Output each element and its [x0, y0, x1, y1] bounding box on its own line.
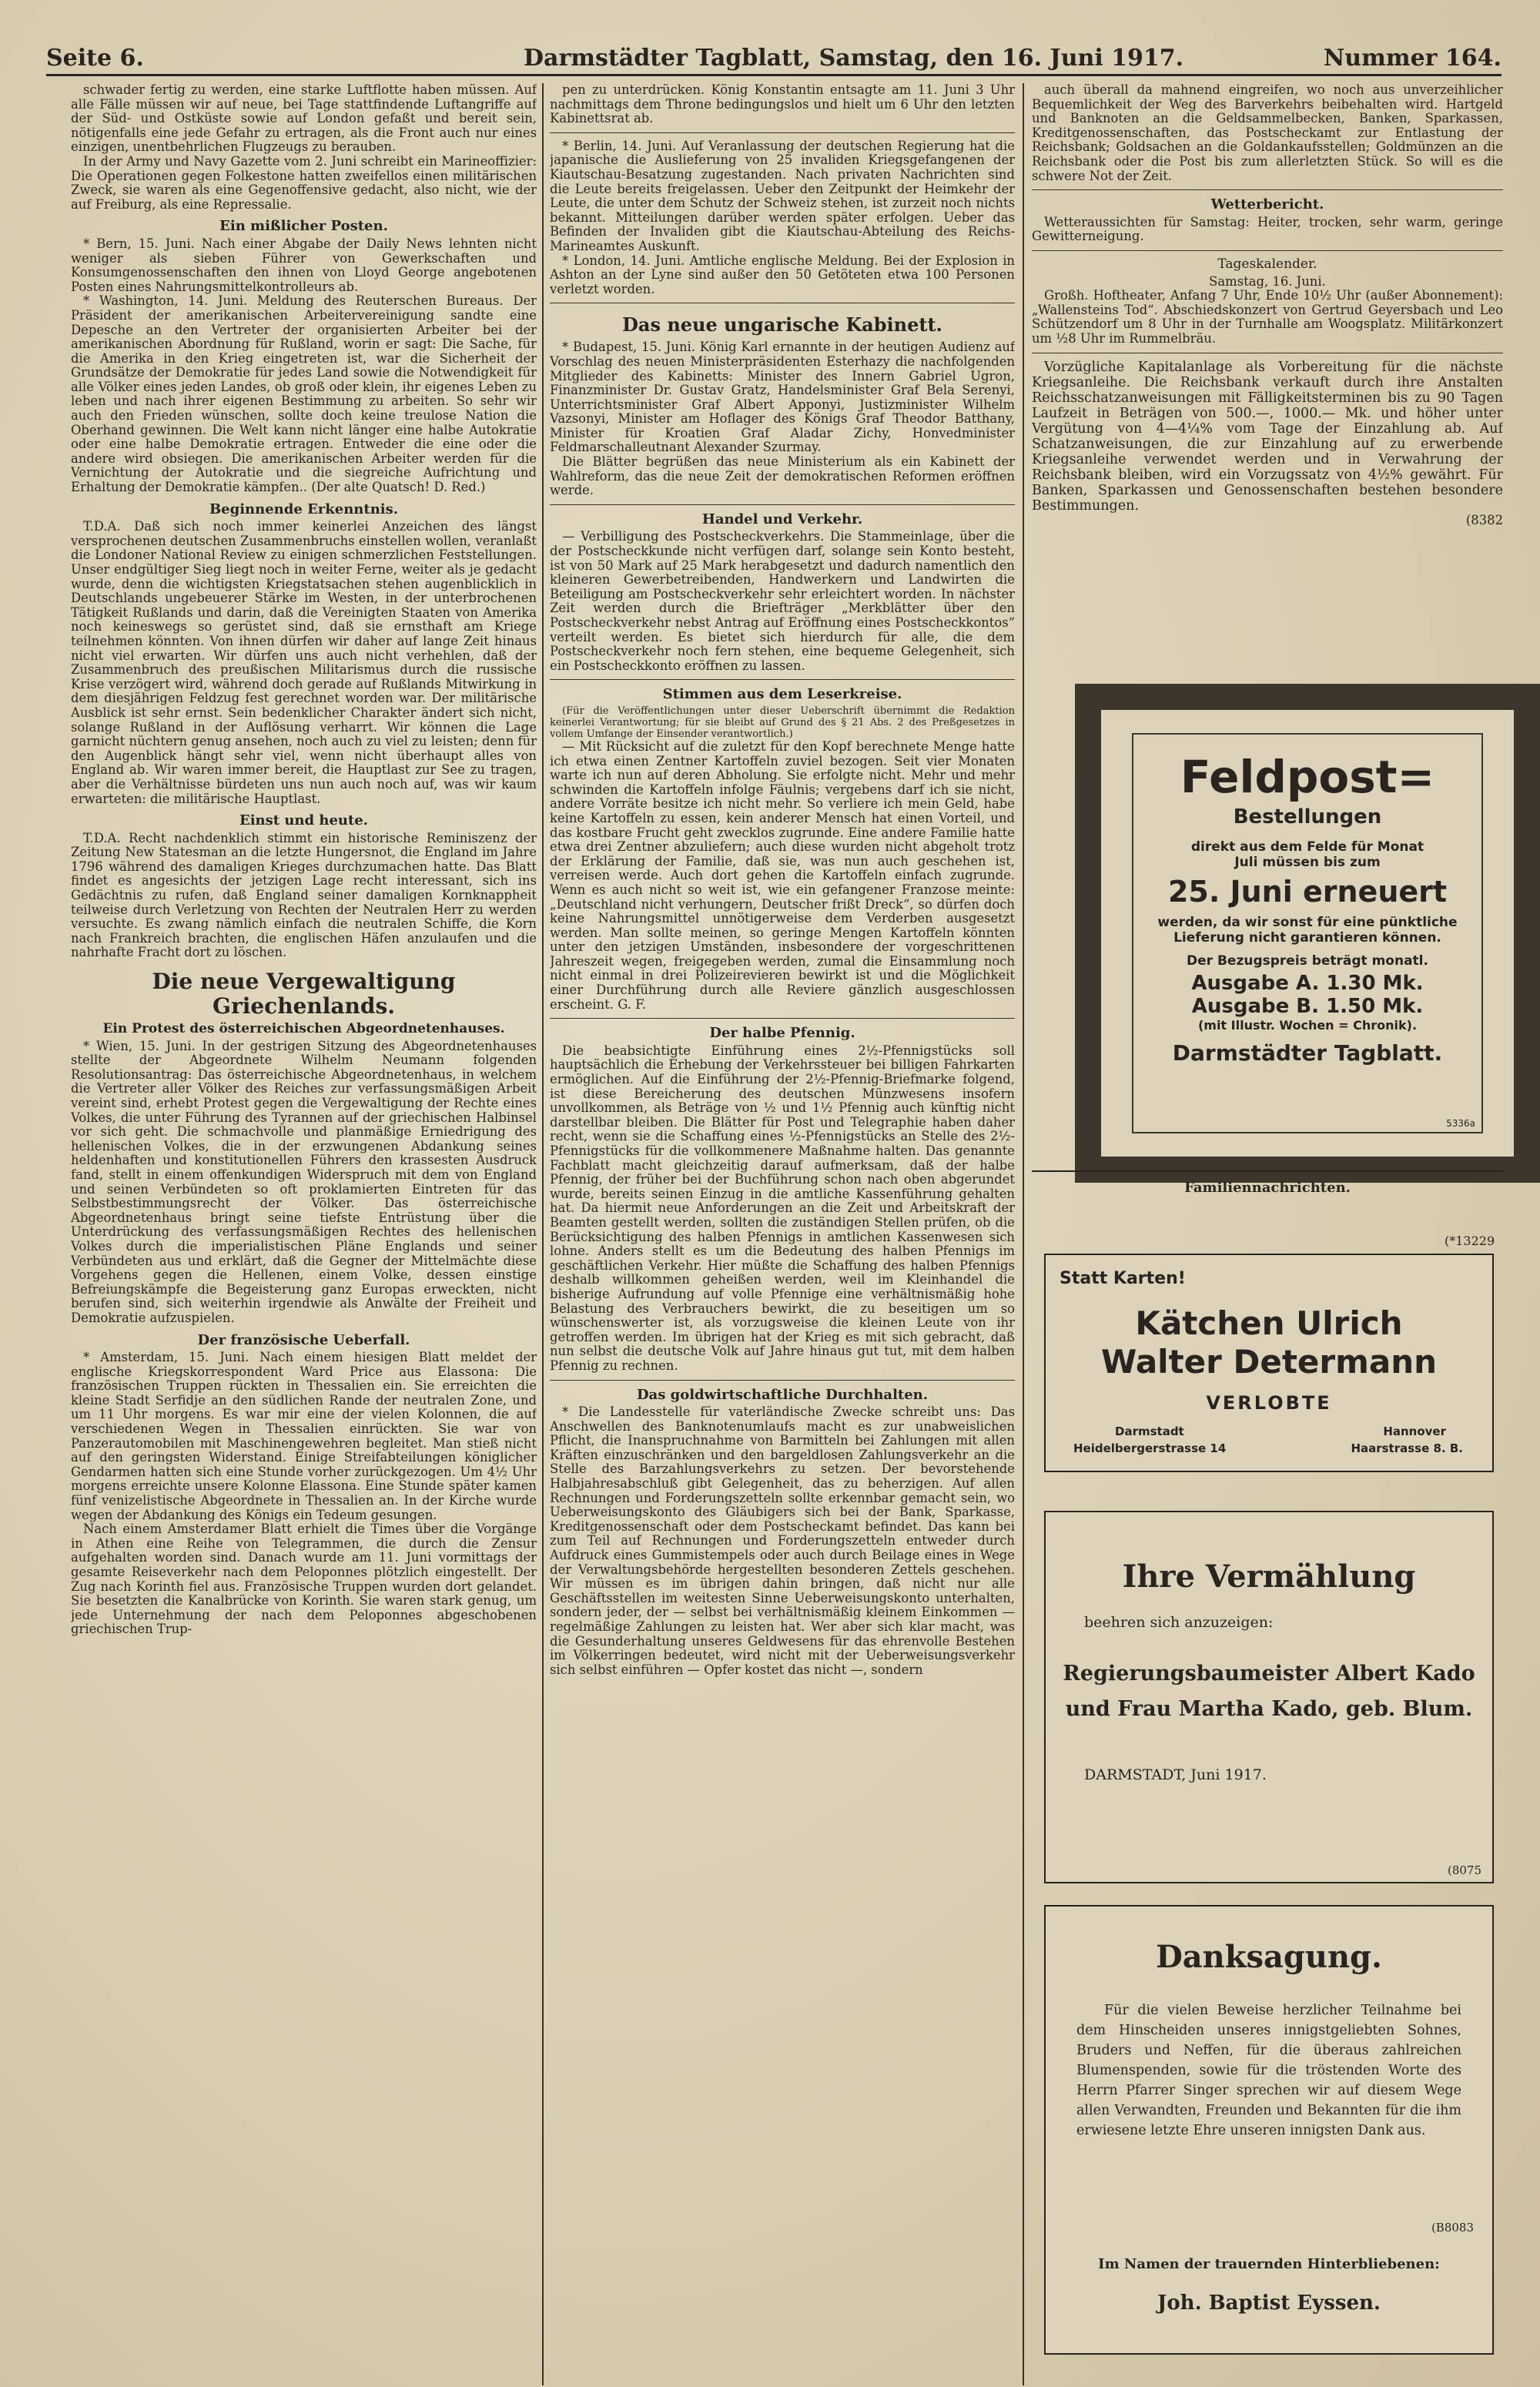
article-text: T.D.A. Daß sich noch immer keinerlei Anzeichen des längst versprochenen deutschen Zusammenbruchs einstellen wollen, veranlaßt die Londoner National Review zu einigen schmerzlichen Feststellungen. Unser endgültiger Sieg liegt noch in weiter Ferne, weiter als je gedacht wurde, denn die wichtigsten Kriegstatsachen stehen augenblicklich in Deutschlands ungebeuerer Stärke im Westen, in der unterbrochenen Tätigkeit Rußlands und darin, daß die Vereinigten Staaten von Amerika noch keineswegs so gerüstet sind, daß sie ernsthaft am Kriege teilnehmen könnten. Von ihnen dürfen wir daher auf lange Zeit hinaus nicht viel erwarten. Wir dürfen uns auch nicht verhehlen, daß der Zusammenbruch des preußischen Militarismus durch die russische Krise verzögert wird, während doch gerade auf Rußlands Mitwirkung in dem diesjährigen Feldzug fest gerechnet worden war. Der militärische Ausblick ist sehr ernst. Sein bedenklicher Charakter ändert sich nicht, solange Rußland in der Auflösung verharrt. Wir können die Lage garnicht nüchtern genug ansehen, noch auch zu viel zu leisten; denn für den Augenblick hängt sehr viel, wenn nicht überhaupt alles von England ab. Wir waren immer bereit, die Hauptlast zur See zu tragen, aber die Verhältnisse bürdeten uns nun auch noch auf, was wir kaum erwarteten: die militärische Hauptlast. — [71, 519, 537, 806]
thanks-ad — [1044, 1905, 1494, 2355]
feldpost-subtitle: Bestellungen — [1233, 805, 1382, 829]
engagement-verlobte: VERLOBTE — [1206, 1392, 1332, 1414]
engagement-address: Heidelbergerstrasse 14 — [1073, 1441, 1227, 1455]
thanks-text: Für die vielen Beweise herzlicher Teilnahme bei dem Hinscheiden unseres innigstgeliebten Sohnes, Bruders und Neffen, für die überaus zahlreichen Blumenspenden, sowie für die tröstenden Worte des Herrn Pfarrer Singer sprechen wir auf diesem Wege allen Verwandten, Freunden und Bekannten für die ihm erwiesene letzte Ehre unseren innigsten Dank aus. — [1076, 2003, 1461, 2138]
article-headline: Das neue ungarische Kabinett. — [622, 313, 942, 336]
family-heading: Familiennachrichten. — [1184, 1180, 1351, 1196]
wedding-name: Regierungsbaumeister Albert Kado — [1063, 1662, 1475, 1686]
divider — [550, 679, 1015, 680]
ad-code: 5336a — [1446, 1118, 1475, 1129]
engagement-name: Kätchen Ulrich — [1135, 1304, 1403, 1342]
article-text: * Bern, 15. Juni. Nach einer Abgabe der Daily News lehnten nicht weniger als sieben Führer von Gewerkschaften und Konsumgenossenschaften den ihnen von Lloyd George angebotenen Posten eines Nahrungsmittelkontrolleurs ab. — [71, 236, 537, 294]
wedding-name: und Frau Martha Kado, geb. Blum. — [1065, 1697, 1473, 1721]
column-1 — [71, 83, 537, 2378]
editorial-note: (Für die Veröffentlichungen unter dieser Ueberschrift übernimmt die Redaktion keinerlei Verantwortung; für sie bleibt auf Grund des § 21 Abs. 2 des Preßgesetzes in vollem Umfange der Einsender verantwortlich.) — [550, 705, 1015, 740]
divider — [1032, 189, 1503, 190]
wedding-title: Ihre Vermählung — [1122, 1558, 1416, 1595]
feldpost-line: Der Bezugspreis beträgt monatl. — [1187, 953, 1428, 969]
feldpost-title: Feldpost= — [1180, 751, 1435, 803]
article-text: Die Blätter begrüßen das neue Ministerium als ein Kabinett der Wahlreform, das die neue Zeit der demokratischen Reformen eröffnen werde. — [550, 454, 1015, 498]
article-heading: Ein mißlicher Posten. — [219, 218, 388, 235]
wedding-place: DARMSTADT, Juni 1917. — [1084, 1766, 1267, 1783]
weather-text: Wetteraussichten für Samstag: Heiter, trocken, sehr warm, geringe Gewitterneigung. — [1032, 214, 1503, 244]
article-text: * Wien, 15. Juni. In der gestrigen Sitzung des Abgeordnetenhauses stellte der Abgeordnete Wilhelm Neumann folgenden Resolutionsantrag: Das österreichische Abgeordnetenhaus, in welchem die Vertreter aller Völker des Reiches zur verfassungsmäßigen Arbeit vereint sind, erhebt Protest gegen die Vergewaltigung der Rechte eines Volkes, die unter Führung des Tyrannen auf der griechischen Halbinsel vor sich geht. Die schmachvolle und planmäßige Erniedrigung des hellenischen Volkes, die in der erzwungenen Abdankung seines heldenhaften und konstitutionellen Führers den krassesten Ausdruck fand, stellt in einem offenkundigen Widerspruch mit dem von England und seinen Verbündeten so oft proklamierten Eintreten für das Selbstbestimmungsrecht der Völker. Das österreichische Abgeordnetenhaus bringt seine tiefste Entrüstung über die Unterdrückung des verfassungsmäßigen Rechtes des hellenischen Volkes durch die imperialistischen Pläne Englands und seiner Verbündeten aus und erklärt, daß die Gegner der Mittelmächte diese Vorgehens gegen die Hellenen, einem Volke, dessen einstige Befreiungskämpfe die Begeisterung ganz Europas erweckten, nicht berufen sind, sich weiterhin irgendwie als Anwälte der Freiheit und Demokratie aufzuspielen. — [71, 1038, 537, 1325]
divider — [550, 504, 1015, 505]
family-section — [1032, 1170, 1503, 1199]
article-text: — Mit Rücksicht auf die zuletzt für den Kopf berechnete Menge hatte ich etwa einen Zentner Kartoffeln zuviel bezogen. Seit vier Monaten warte ich nun auf deren Abholung. Sie erfolgte nicht. Mehr und mehr schwinden die Kartoffeln infolge Fäulnis; vergebens darf ich sie nicht, andere Vorräte besitze ich nicht mehr. So verliere ich mein Geld, habe keine Kartoffeln zu essen, kein anderer Mensch hat einen Vorteil, und das kostbare Frucht geht zwecklos zugrunde. Eine andere Familie hatte etwa drei Zentner abzuliefern; auch diese wurden nicht abgeholt trotz der Erklärung der Familie, daß sie, was nun auch geschehen ist, verreisen werde. Auch dort gehen die Kartoffeln einfach zugrunde. Wenn es auch nicht so weit ist, wie ein gefangener Franzose meinte: „Deutschland nicht verhungern, Deutscher frißt Dreck“, so dürfen doch keine Nahrungsmittel unnötigerweise dem Verderben ausgesetzt werden. Man sollte meinen, so geringe Mengen Kartoffeln könnten unter den jetzigen Umständen, insbesondere der vorgeschrittenen Jahreszeit wegen, freigegeben werden, zumal die Einsammlung noch nicht einmal in drei Polizeirevieren bewirkt ist und die Möglichkeit einer Durchführung durch alle Reviere gänzlich ausgeschlossen erscheint. G. F. — [550, 738, 1015, 1012]
calendar-heading: Tageskalender. — [1217, 256, 1317, 272]
section-heading: Handel und Verkehr. — [701, 511, 863, 527]
column-rule — [1023, 83, 1024, 2385]
capital-investment-ad: Vorzügliche Kapitalanlage als Vorbereitung für die nächste Kriegsanleihe. Die Reichsbank verkauft durch ihre Anstalten Reichsschatzanweisungen mit Fälligkeitsterminen bis zu 90 Tagen Laufzeit in Beträgen von 500.—, 1000.— Mk. und höher unter Vergütung von 4—4¼% vom Tage der Einzahlung ab. Auf Schatzanweisungen, die zur Einzahlung auf zu erwerbende Kriegsanleihe verwendet werden und in Verwahrung der Reichsbank bleiben, wird ein Vorzugssatz von 4½% gewährt. Für Banken, Sparkassen und Genossenschaften bestehen besondere Bestimmungen. — [1032, 359, 1503, 514]
article-text: * Amsterdam, 15. Juni. Nach einem hiesigen Blatt meldet der englische Kriegskorrespondent Ward Price aus Elassona: Die französischen Truppen rückten in Thessalien ein. Sie erreichten die kleine Stadt Serfidje an den südlichen Rande der neutralen Zone, und um 11 Uhr morgens. Es war mir eine der vielen Kolonnen, die auf verschiedenen Wegen in Thessalien einrückten. Sie war von Panzerautomobilen mit Maschinengewehren begleitet. Man stieß nicht auf den geringsten Widerstand. Einige Streifabteilungen königlicher Gendarmen hatten sich eine Stunde vorher zurückgezogen. Um 4½ Uhr morgens erreichte unsere Kolonne Elassona. Eine Stunde später kamen fünf venizelistische Abgeordnete in Thessalien an. In der Kirche wurde wegen der Abdankung des Königs ein Tedeum gesungen. — [71, 1350, 537, 1522]
article-text: * Washington, 14. Juni. Meldung des Reuterschen Bureaus. Der Präsident der amerikanischen Arbeitervereinigung sandte eine Depesche an den Vertreter der organisierten Arbeiter bei der amerikanischen Abordnung für Rußland, worin er sagt: Die Sache, für die Amerika in den Krieg eingetreten ist, war die Sicherheit der Grundsätze der Demokratie für jedes Land sowie die Notwendigkeit für alle Völker eines jeden Landes, ob groß oder klein, ihr eigenes Leben zu leben und nach ihrer eigenen Bestimmung zu arbeiten. So sehr wir auch den Frieden wünschen, sollte doch keine treulose Nation die Oberhand gewinnen. Die Welt kann nicht länger eine halbe Autokratie oder eine halbe Demokratie ertragen. Entweder die eine oder die andere wird obsiegen. Die amerikanischen Arbeiter werden für die Vernichtung der Autokratie und die siegreiche Aufrichtung und Erhaltung der Demokratie kämpfen.. (Der alte Quatsch! D. Red.) — [71, 293, 537, 495]
page-header — [46, 40, 1502, 76]
article-heading: Einst und heute. — [239, 812, 369, 829]
article-text: — Verbilligung des Postscheckverkehrs. Die Stammeinlage, über die der Postscheckkunde nicht verfügen darf, solange sein Konto besteht, ist von 50 Mark auf 25 Mark herabgesetzt und dadurch namentlich den kleineren Gewerbetreibenden, Handwerkern und Landwirten die Beteiligung am Postscheckverkehr sehr erleichtert worden. In nächster Zeit werden durch die Briefträger „Merkblätter über den Postscheckverkehr nebst Antrag auf Eröffnung eines Postscheckkontos“ verteilt werden. Es bietet sich hierdurch für alle, die dem Postscheckverkehr noch fern stehen, eine bequeme Gelegenheit, sich ein Postscheckkonto eröffnen zu lassen. — [550, 529, 1015, 673]
article-text: schwader fertig zu werden, eine starke Luftflotte haben müssen. Auf alle Fälle müssen wir auf neue, bei Tage stattfindende Luftangriffe auf der Süd- und Ostküste sowie auf London gefaßt und bereit sein, nötigenfalls eine jede Gefahr zu ertragen, als die Front auch nur eines einzigen, unentbehrlichen Flugzeugs zu berauben. — [71, 83, 537, 155]
article-heading: Das goldwirtschaftliche Durchhalten. — [636, 1386, 929, 1403]
divider — [550, 1018, 1015, 1019]
ad-code: (8075 — [1447, 1863, 1481, 1877]
engagement-ad — [1044, 1254, 1494, 1472]
article-text: * Berlin, 14. Juni. Auf Veranlassung der deutschen Regierung hat die japanische die Auslieferung von 25 invaliden Kriegsgefangenen der Kiautschau-Besatzung zugestanden. Nach privaten Nachrichten sind die Leute bereits freigelassen. Ueber den Zeitpunkt der Heimkehr der Leute, die unter dem Schutz der Schweiz stehen, ist zurzeit noch nichts bekannt. Mitteilungen darüber werden später erfolgen. Ueber das Befinden der Invaliden gibt die Kiautschau-Abteilung des Reichs-Marineamtes Auskunft. — [550, 138, 1015, 253]
article-headline: Die neue Vergewaltigung Griechenlands. — [152, 969, 456, 1019]
article-text: T.D.A. Recht nachdenklich stimmt ein historische Reminiszenz der Zeitung New Statesman an die letzte Hungersnot, die England im Jahre 1796 während des damaligen Krieges durchzumachen hatte. Das Blatt findet es angesichts der jetzigen Lage recht interessant, sich ins Gedächtnis zu rufen, daß England seiner damaligen Kornknappheit teilweise durch Verletzung von Rechten der Neutralen Herr zu werden versuchte. Es zwang nämlich einfach die neutralen Schiffe, die Korn nach Frankreich brachten, die englischen Häfen anzulaufen und die nahrhafte Fracht dort zu löschen. — [71, 830, 537, 960]
feldpost-deadline: 25. Juni erneuert — [1167, 875, 1448, 909]
article-text: pen zu unterdrücken. König Konstantin entsagte am 11. Juni 3 Uhr nachmittags dem Throne bedingungslos und hielt um 6 Uhr den letzten Kabinettsrat ab. — [550, 83, 1015, 126]
wedding-ad — [1044, 1511, 1494, 1883]
feldpost-line: direkt aus dem Felde für Monat — [1190, 839, 1424, 855]
thanks-signoff: Im Namen der trauernden Hinterbliebenen: — [1098, 2256, 1440, 2272]
feldpost-brand: Darmstädter Tagblatt. — [1172, 1040, 1443, 1066]
feldpost-line: werden, da wir sonst für eine pünktliche Lieferung nicht garantieren können. — [1157, 915, 1458, 946]
feldpost-ad — [1075, 684, 1540, 1183]
engagement-address: Haarstrasse 8. B. — [1351, 1441, 1463, 1455]
ad-code: (B8083 — [1431, 2221, 1474, 2235]
engagement-label: Statt Karten! — [1060, 1269, 1186, 1288]
issue-number: Nummer 164. — [1323, 45, 1502, 72]
article-text: In der Army und Navy Gazette vom 2. Juni schreibt ein Marineoffizier: Die Operationen gegen Folkestone hatten zweifellos einen militärischen Zweck, sie waren als eine Gegenoffensive gedacht, also nicht, wie der auf Freiburg, als eine Repressalie. — [71, 153, 537, 212]
feldpost-price-a: Ausgabe A. 1.30 Mk. — [1191, 972, 1424, 995]
divider — [550, 1380, 1015, 1381]
article-text: Die beabsichtigte Einführung eines 2½-Pfennigstücks soll hauptsächlich die Erhebung der Verkehrssteuer bei billigen Fahrkarten ermöglichen. Auf die Einführung der 2½-Pfennig-Briefmarke folgend, ist diese Bereicherung des deutschen Münzwesens insofern unvollkommen, als Beträge von ½ und 1½ Pfennig auch künftig nicht darstellbar bleiben. Die Blätter für Post und Telegraphie haben daher recht, wenn sie die Schaffung eines ½-Pfennigstücks an Stelle des 2½-Pfennigstücks für die vollkommenere Maßnahme halten. Das genannte Fachblatt macht gleichzeitig darauf aufmerksam, daß der halbe Pfennig, der früher bei der Buchführung schon nach oben abgerundet wurde, bereits seinen Einzug in die amtliche Kassenführung gehalten hat. Da hiermit neue Anforderungen an die Zeit und Arbeitskraft der Beamten gestellt werden, sollten die zuständigen Stellen prüfen, ob die Berücksichtigung des halben Pfennigs in amtlichen Kassenwesen sich lohne. Anders stellt es um die Bedeutung des halben Pfennigs im geschäftlichen Verkehr. Hier müßte die Schaffung des halben Pfennigs deshalb willkommen geheißen werden, weil im Kleinhandel die bisherige Aufrundung auf volle Pfennige eine verhältnismäßig hohe Belastung des Verbrauchers bewirkt, die zu beseitigen um so wünschenswerter ist, als vorzugsweise die kleinen Leute von ihr getroffen werden. Im übrigen hat der Krieg es mit sich gebracht, daß nun selbst die deutsche Volk auf Jahre hinaus gut tut, mit dem halben Pfennig zu rechnen. — [550, 1043, 1015, 1373]
engagement-name: Walter Determann — [1101, 1343, 1437, 1381]
feldpost-price-b: Ausgabe B. 1.50 Mk. — [1191, 995, 1424, 1018]
masthead-line: Darmstädter Tagblatt, Samstag, den 16. Juni 1917. — [524, 45, 1184, 72]
weather-heading: Wetterbericht. — [1210, 196, 1324, 213]
column-2 — [550, 83, 1015, 2378]
divider — [1032, 250, 1503, 251]
divider — [550, 132, 1015, 133]
feldpost-line: (mit Illustr. Wochen = Chronik). — [1197, 1018, 1418, 1033]
ad-code: (8382 — [1465, 512, 1503, 527]
article-heading: Der französische Ueberfall. — [197, 1331, 410, 1348]
article-heading: Beginnende Erkenntnis. — [209, 500, 399, 517]
article-text: auch überall da mahnend eingreifen, wo noch aus unverzeihlicher Bequemlichkeit der Weg des Barverkehrs beibehalten wird. Hartgeld und Banknoten an die Geldsammelbecken, Banken, Sparkassen, Kreditgenossenschaften, das Postscheckamt zur Entlastung der Reichsbank; Goldsachen an die Goldankaufsstellen; Goldmünzen an die Reichsbank oder die Post bis zum allerletzten Stück. So will es die schwere Not der Zeit. — [1032, 83, 1503, 183]
calendar-date: Samstag, 16. Juni. — [1209, 273, 1326, 289]
article-text: Nach einem Amsterdamer Blatt erhielt die Times über die Vorgänge in Athen eine Reihe von Telegrammen, die durch die Zensur aufgehalten worden sind. Danach wurde am 11. Juni vormittags der gesamte Reiseverkehr nach dem Peloponnes plötzlich eingestellt. Der Zug nach Korinth fiel aus. Französische Truppen wurden dort gelandet. Sie besetzten die Kanalbrücke von Korinth. Sie waren stark genug, um jede Unternehmung der nach dem Peloponnes abgeschobenen griechischen Trup- — [71, 1522, 537, 1637]
column-rule — [542, 83, 544, 2385]
thanks-signature: Joh. Baptist Eyssen. — [1157, 2292, 1381, 2315]
calendar-text: Großh. Hoftheater, Anfang 7 Uhr, Ende 10½ Uhr (außer Abonnement): „Wallensteins Tod“. Abschiedskonzert von Gertrud Geyersbach und Leo Schützendorf um 8 Uhr in der Turnhalle am Woogsplatz. Militärkonzert um ½8 Uhr im Rummelbräu. — [1032, 288, 1503, 346]
feldpost-ad-inner — [1132, 733, 1483, 1133]
article-text: * Budapest, 15. Juni. König Karl ernannte in der heutigen Audienz auf Vorschlag des neuen Ministerpräsidenten Esterhazy die nachfolgenden Mitglieder des Kabinetts: Minister des Innern Gabriel Ugron, Finanzminister Dr. Gustav Gratz, Handelsminister Graf Bela Serenyi, Unterrichtsminister Graf Albert Apponyi, Justizminister Wilhelm Vazsonyi, Minister am Hoflager des Königs Graf Theodor Batthany, Minister für Kroatien Graf Aladar Zichy, Honvedminister Feldmarschalleutnant Alexander Szurmay. — [550, 340, 1015, 455]
article-subheading: Ein Protest des österreichischen Abgeordnetenhauses. — [102, 1021, 505, 1037]
engagement-city: Darmstadt — [1115, 1424, 1184, 1438]
thanks-title: Danksagung. — [1156, 1939, 1382, 1975]
feldpost-line: Juli müssen bis zum — [1234, 855, 1381, 870]
article-text: * London, 14. Juni. Amtliche englische Meldung. Bei der Explosion in Ashton an der Lyne sind außer den 50 Getöteten etwa 100 Personen verletzt worden. — [550, 253, 1015, 296]
page-number: Seite 6. — [46, 45, 144, 72]
article-text: * Die Landesstelle für vaterländische Zwecke schreibt uns: Das Anschwellen des Banknotenumlaufs macht es zur unabweislichen Pflicht, die Inanspruchnahme von Barmitteln bei Zahlungen mit allen Kräften einzuschränken und den bargeldlosen Zahlungsverkehr an die Stelle des Barzahlungsverkehrs zu setzen. Der bevorstehende Halbjahresabschluß gibt Gelegenheit, das zu beherzigen. Auf allen Rechnungen und Forderungszetteln sollte erkennbar gemacht sein, wo Ueberweisungskonto des Gläubigers sich bei der Bank, Sparkasse, Kreditgenossenschaft oder dem Postscheckamt befindet. Das kann bei zum Teil auf Rechnungen und Forderungszetteln entweder durch Aufdruck eines Gummistempels oder auch durch Beilage eines in Wege der Verwaltungsbehörde hergestellten besonderen Zettels geschehen. Wir müssen es im übrigen dahin bringen, daß nicht nur alle Geschäftsstellen im weitesten Sinne Ueberweisungskonto unterhalten, sondern jeder, der — selbst bei verhältnismäßig kleinem Einkommen — regelmäßige Zahlungen zu leisten hat. Wer aber sich klar macht, was die Gesunderhaltung unseres Geldwesens für das ehrenvolle Bestehen im Völkerringen bedeutet, wird nicht mit der Ueberweisungsverkehr sich selbst einführen — Opfer kostet das nicht —, sondern — [550, 1404, 1015, 1677]
engagement-city: Hannover — [1383, 1424, 1446, 1438]
section-heading: Stimmen aus dem Leserkreise. — [662, 686, 902, 703]
wedding-subtitle: beehren sich anzuzeigen: — [1084, 1614, 1274, 1631]
article-heading: Der halbe Pfennig. — [709, 1025, 855, 1042]
ad-code: (*13229 — [1445, 1234, 1495, 1248]
